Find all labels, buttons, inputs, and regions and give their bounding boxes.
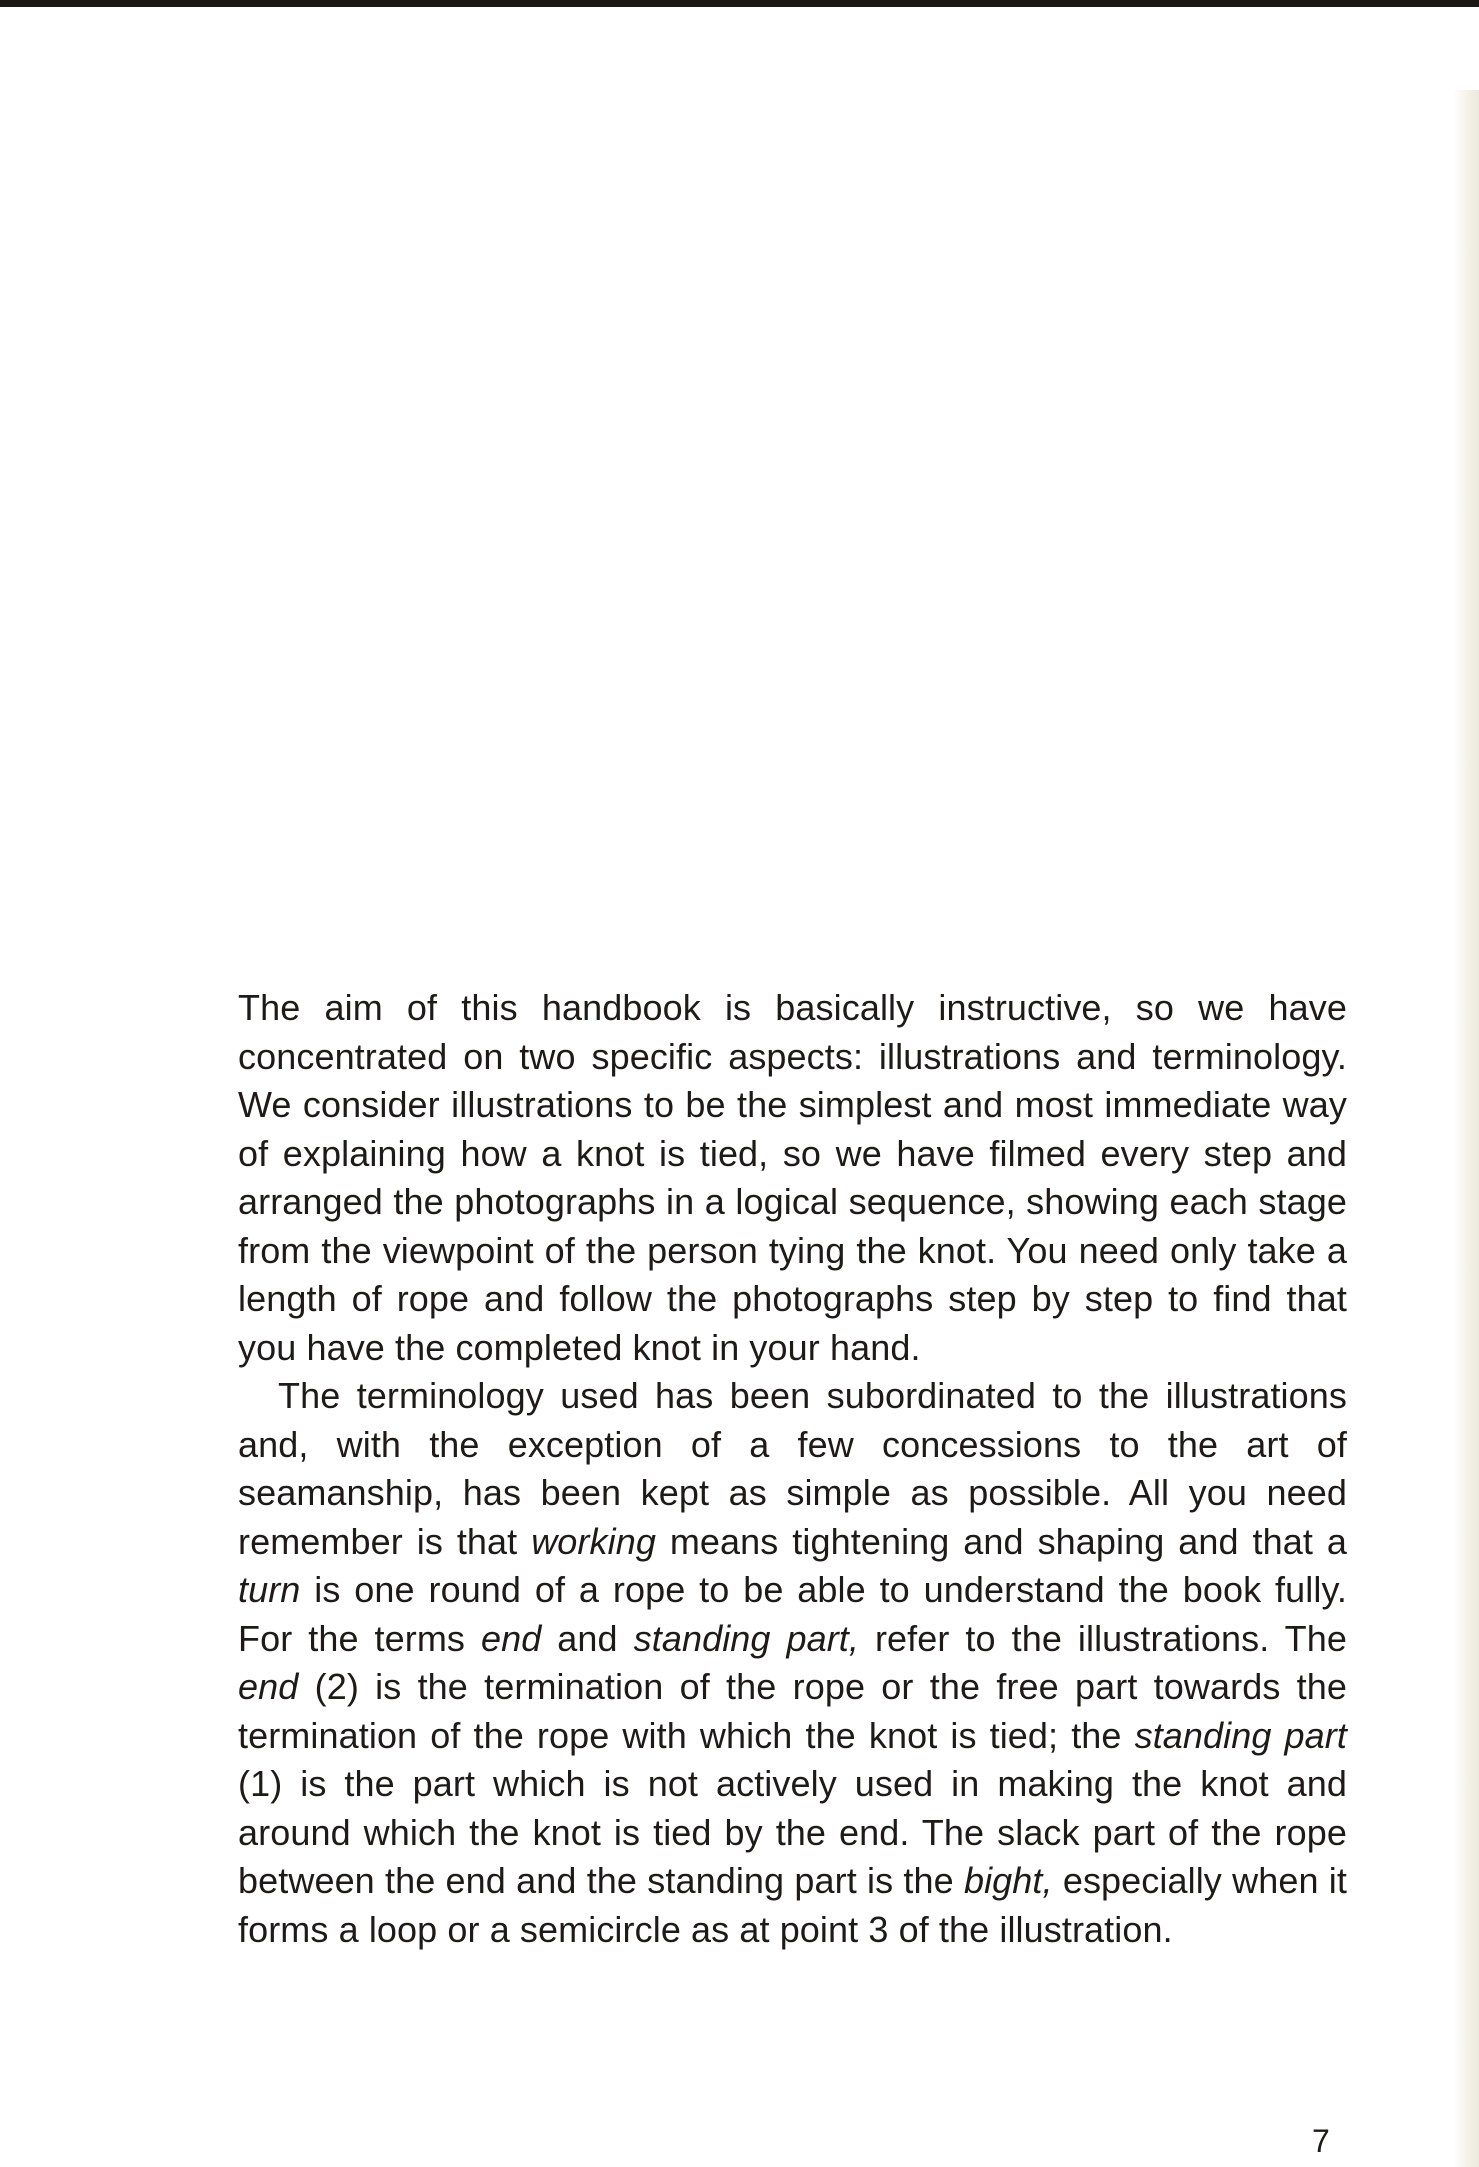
page-number: 7 xyxy=(1312,2123,1330,2159)
page-top-edge xyxy=(0,0,1479,7)
text-run: is one round of a rope to be able to understand the book fully. For the terms xyxy=(238,1569,1347,1659)
text-run: and xyxy=(541,1617,634,1659)
term-working: working xyxy=(531,1520,656,1562)
term-standing-part: standing part, xyxy=(633,1617,860,1659)
text-run: The terminology used has been subordinated to the illustrations and, with the exception of a few concessions to the art of seamanship, has been kept as simple as possible. All you need remember is that xyxy=(238,1375,1347,1562)
paragraph-terminology xyxy=(238,1372,1347,1954)
term-end: end xyxy=(480,1617,542,1659)
body-text xyxy=(238,984,1347,1954)
text-run: especially when it forms a loop or a semicircle as at point 3 of the illustration. xyxy=(238,1860,1347,1950)
text-run: (1) is the part which is not actively used in making the knot and around which the knot is tied by the end. The slack part of the rope between the end and the standing part is the xyxy=(238,1763,1347,1901)
term-bight: bight, xyxy=(963,1860,1053,1901)
text-run: refer to the illustrations. The xyxy=(859,1617,1347,1659)
paragraph-intro: The aim of this handbook is basically instructive, so we have concentrated on two specific aspects: illustrations and terminology. We consider illustrations to be the simplest and most immediate way of explaining how a knot is tied, so we have filmed every step and arranged the photographs in a logical sequence, showing each stage from the viewpoint of the person tying the knot. You need only take a length of rope and follow the photographs step by step to find that you have the completed knot in your hand. xyxy=(238,987,1347,1368)
page-right-edge-shadow xyxy=(1453,90,1479,2167)
text-run: means tightening and shaping and that a xyxy=(655,1520,1348,1562)
text-run: (2) is the termination of the rope or the free part towards the termination of the rope with which the knot is tied; the xyxy=(238,1666,1347,1756)
term-standing-part: standing part xyxy=(1134,1714,1347,1756)
term-turn: turn xyxy=(238,1569,301,1610)
term-end: end xyxy=(238,1666,299,1707)
